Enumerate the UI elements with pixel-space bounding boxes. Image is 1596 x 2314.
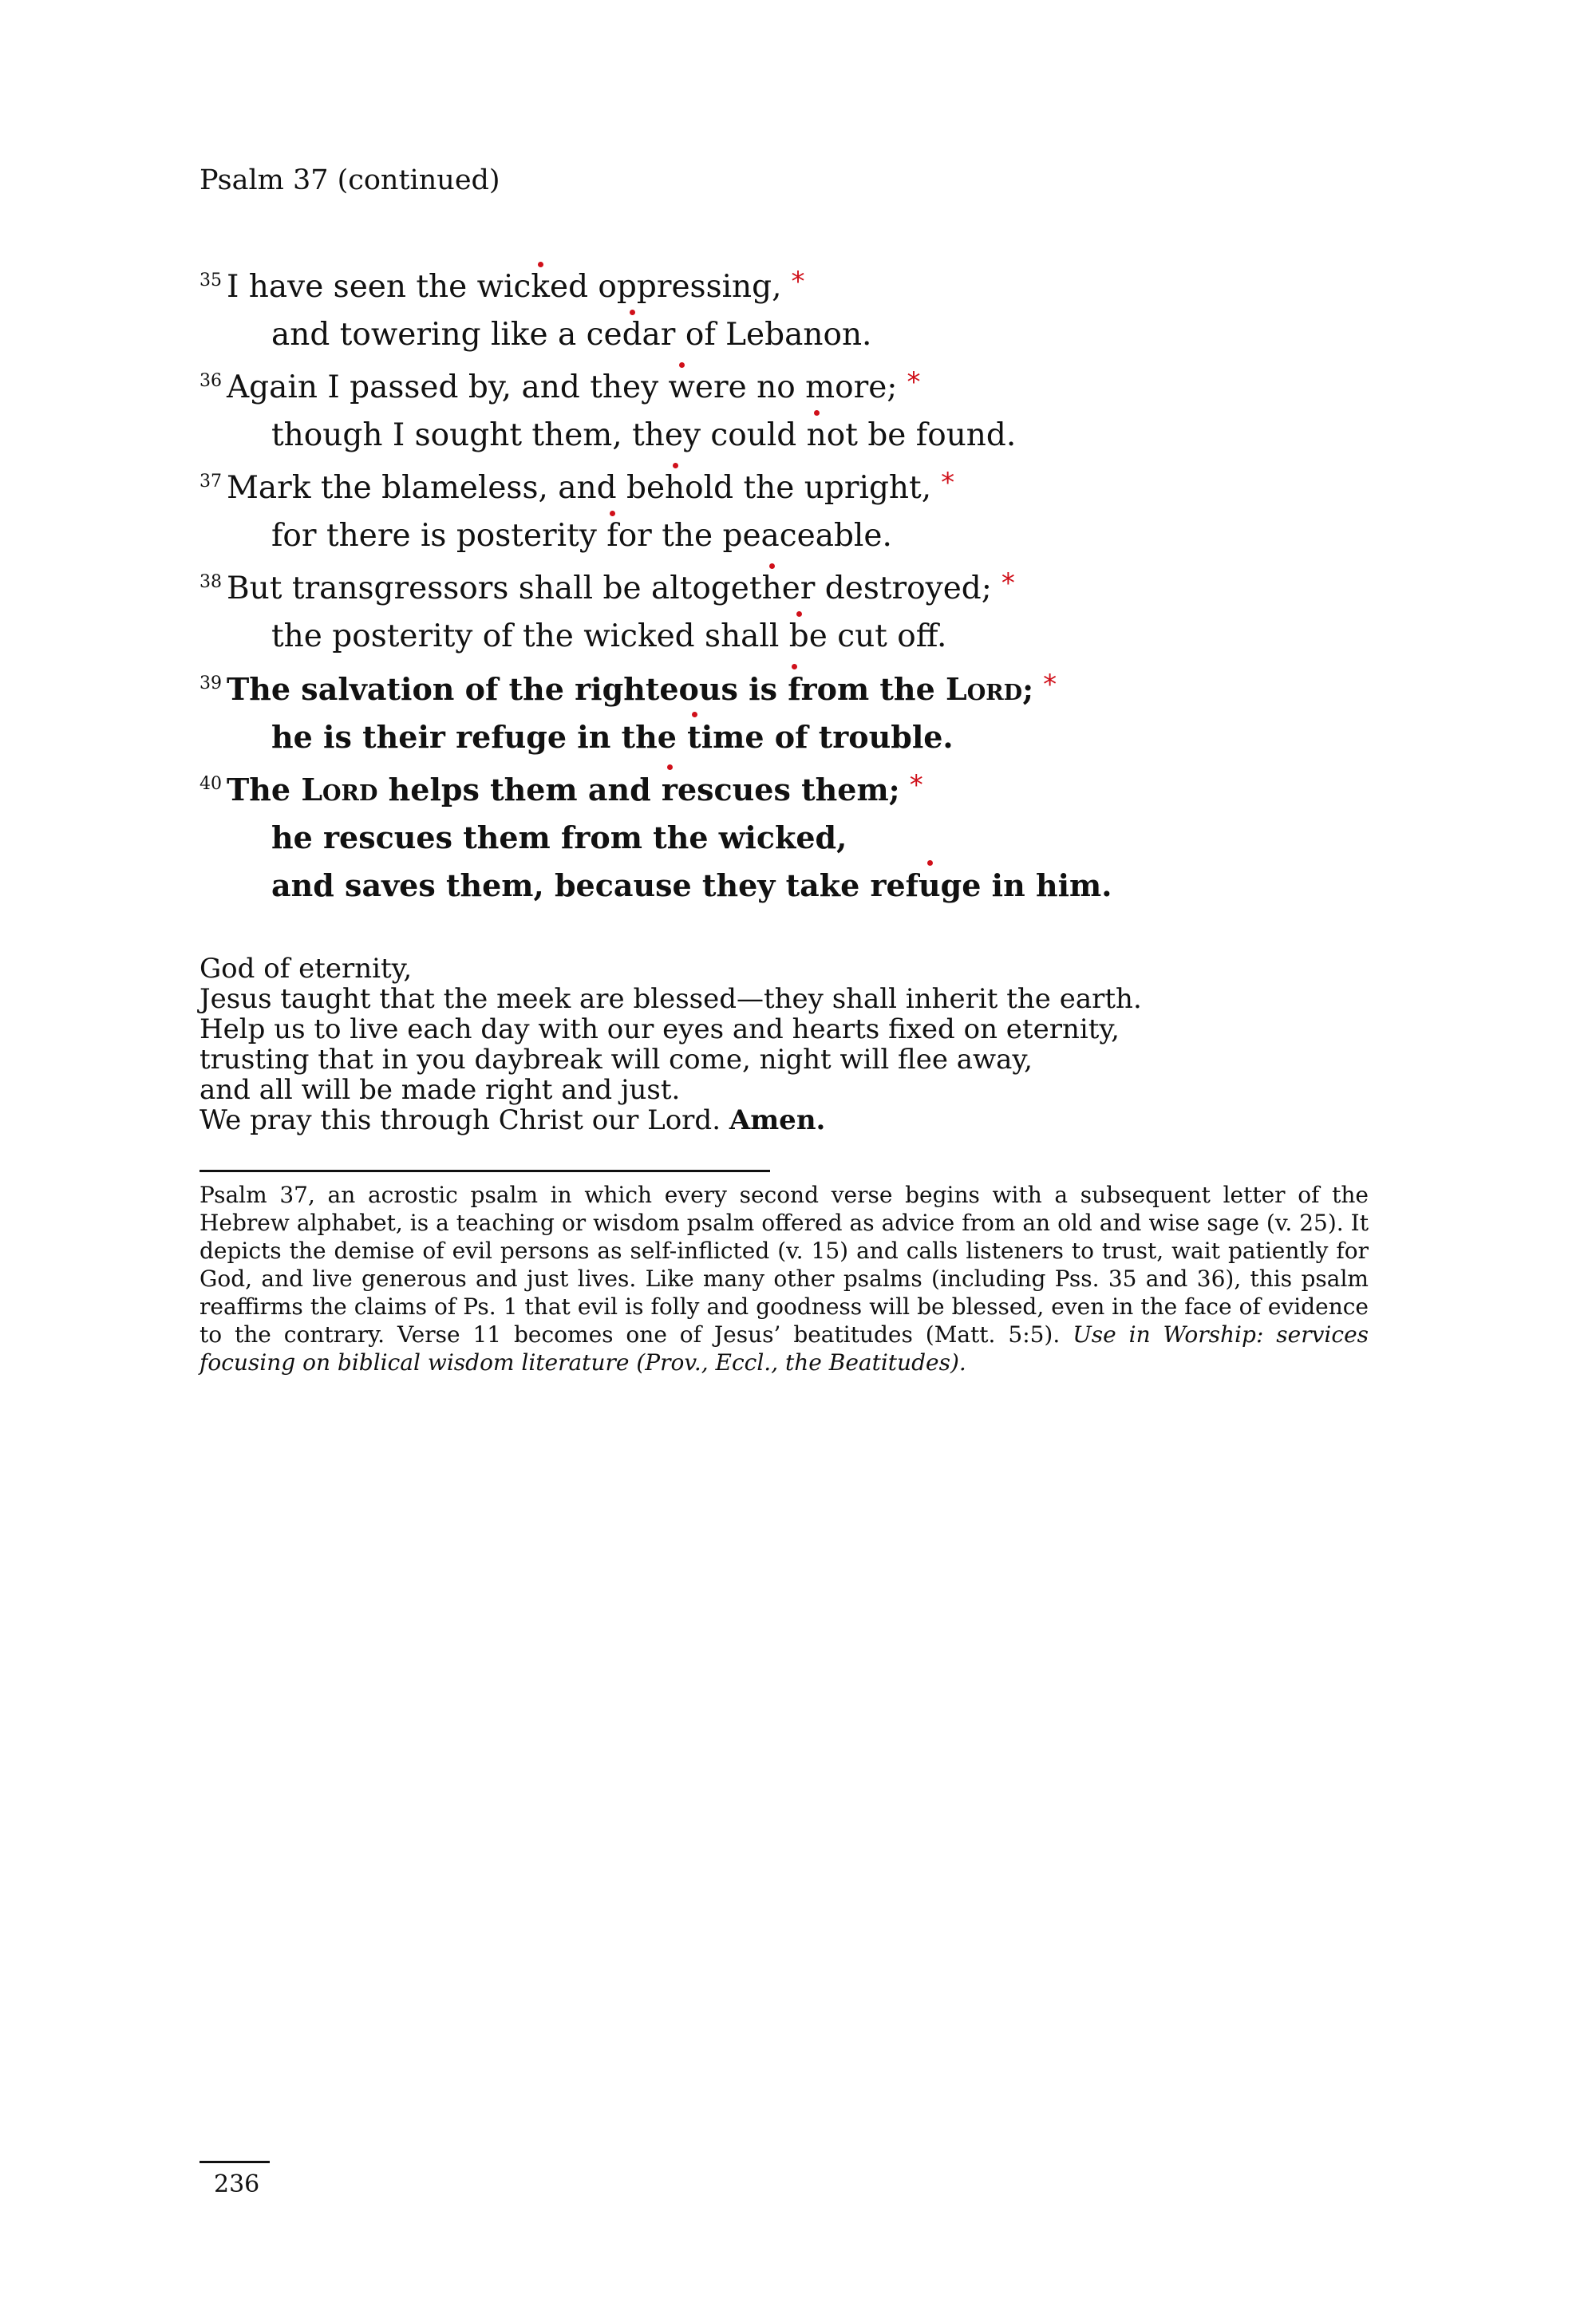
verse-text: But transgressors shall be altoget [227,571,762,606]
asterisk-mark: * [941,467,955,499]
asterisk-mark: * [1043,669,1057,701]
psalm-text [200,263,1396,914]
asterisk-mark: * [907,366,921,398]
verse-40 [200,766,1396,910]
verse-line [200,412,1396,460]
verse-number: 40 [200,774,222,794]
pointing-dot: u [918,862,941,910]
page-number-rule [200,2161,270,2163]
verse-line [200,665,1396,713]
verse-text: or the peaceable. [618,518,892,554]
verse-text: escues them; [677,772,900,808]
verse-line [200,364,1396,412]
pointing-dot: k [531,263,550,311]
divine-name: Lord [945,671,1023,707]
verse-text: er destroyed; [781,571,992,606]
verse-text: e cut off. [808,618,947,654]
note-text: Psalm 37, an acrostic psalm in which every second verse begins with a subsequent letter of the Hebrew alphabet, is a teaching or wisdom psalm offered as advice from an old and wise sage (v. 25). It depicts the demise of evil persons as self-inflicted (v. 15) and calls listeners to trust, wait patiently for God, and live generous and just lives. Like many other psalms (including Pss. 35 and 36), this psalm reaffirms the claims of Ps. 1 that evil is folly and goodness will be blessed, even in the face of evidence to the contrary. Verse 11 becomes one of Jesus’ beatitudes (Matt. 5:5). [200,1182,1369,1348]
verse-text: old the upright, [685,470,932,506]
prayer-line: Jesus taught that the meek are blessed—they shall inherit the earth. [200,983,1142,1015]
prayer-line: God of eternity, [200,953,413,985]
running-head: Psalm 37 (continued) [200,164,500,196]
asterisk-mark: * [909,769,923,801]
prayer-line: and all will be made right and just. [200,1074,681,1106]
verse-text: The salvation of the righteous is [227,671,788,707]
verse-text: ; [1022,671,1034,707]
verse-line [200,464,1396,512]
pointing-dot: r [662,766,678,814]
verse-number: 37 [200,472,222,492]
verse-text: ed oppressing, [549,269,782,305]
verse-text: I have seen the wic [227,269,531,305]
verse-text: helps them and [377,772,662,808]
verse-line [200,512,1396,560]
verse-line [200,713,1396,761]
pointing-dot: w [669,364,695,412]
verse-text: Mark the blameless, and be [227,470,666,506]
verse-35 [200,263,1396,359]
verse-36 [200,364,1396,460]
verse-38 [200,565,1396,661]
verse-number: 38 [200,572,222,592]
verse-text: ot be found. [826,417,1017,453]
pointing-dot: b [789,613,809,661]
verse-text: though I sought them, they could [271,417,807,453]
verse-text: he rescues them from the wicked, [271,819,847,855]
verse-text: ar of Lebanon. [642,317,872,353]
verse-line [200,613,1396,661]
verse-number: 36 [200,371,222,391]
pointing-dot: n [807,412,827,460]
pointing-dot: f [788,665,800,713]
verse-39 [200,665,1396,761]
verse-text: ere no more; [694,369,898,405]
verse-text: Again I passed by, and they [227,369,669,405]
divine-name: Lord [301,772,378,808]
verse-number: 39 [200,673,222,693]
amen-response: Amen. [729,1104,826,1136]
verse-line [200,862,1396,910]
pointing-dot: h [665,464,685,512]
verse-number: 35 [200,270,222,290]
closing-prayer [200,954,1396,1135]
prayer-line: trusting that in you daybreak will come, night will flee away, [200,1044,1033,1076]
verse-line [200,263,1396,311]
prayer-line: Help us to live each day with our eyes and hearts fixed on eternity, [200,1013,1120,1045]
psalm-note [200,1181,1369,1376]
verse-text: for there is posterity [271,518,607,554]
page-number: 236 [214,2170,260,2198]
verse-text: and towering like a ce [271,317,622,353]
verse-text: the posterity of the wicked shall [271,618,789,654]
pointing-dot: d [622,311,642,359]
verse-line [200,565,1396,613]
asterisk-mark: * [1001,567,1015,599]
asterisk-mark: * [791,266,805,298]
pointing-dot: h [762,565,782,613]
pointing-dot: f [606,512,618,560]
prayer-text: We pray this through Christ our Lord. [200,1104,721,1136]
verse-line [200,766,1396,814]
verse-text: The [227,772,302,808]
verse-text: ime of trouble. [701,719,954,755]
verse-text: ge in him. [940,867,1112,903]
prayer-line [200,1105,1396,1135]
pointing-dot: t [687,713,701,761]
verse-line [200,814,1396,862]
note-worship-use: Use in Worship: services focusing on biblical wisdom literature (Prov., Eccl., the Beatitudes). [200,1321,1369,1376]
footnote-divider [200,1170,770,1172]
verse-line [200,311,1396,359]
verse-37 [200,464,1396,560]
verse-text: and saves them, because they take ref [271,867,919,903]
verse-text: he is their refuge in the [271,719,688,755]
verse-text: rom the [800,671,946,707]
